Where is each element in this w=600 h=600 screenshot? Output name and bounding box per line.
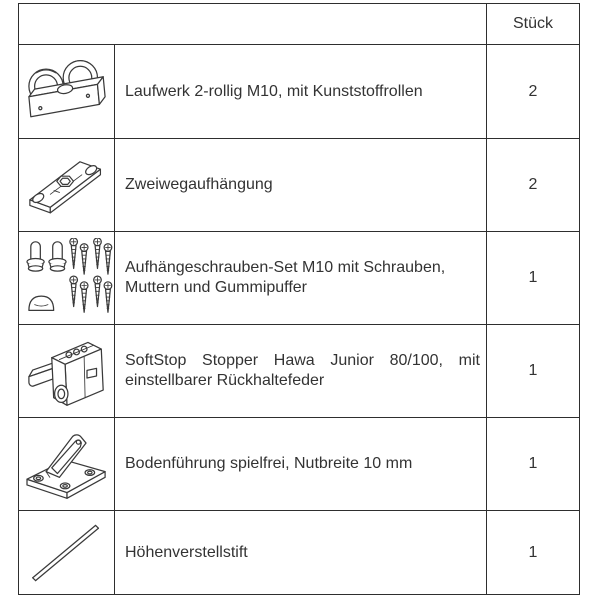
table-row-description-cell xyxy=(115,511,487,594)
table-row-qty-cell xyxy=(487,45,579,139)
table-row-icon-cell xyxy=(19,45,115,139)
part-quantity: 1 xyxy=(528,543,538,561)
table-row-description-cell xyxy=(115,325,487,418)
part-description: SoftStop Stopper Hawa Junior 80/100, mit einstellbarer Rückhaltefeder xyxy=(125,352,480,389)
table-row-icon-cell xyxy=(19,418,115,511)
table-row-qty-cell xyxy=(487,511,579,594)
table-row-description-cell xyxy=(115,45,487,139)
table-row-icon-cell xyxy=(19,139,115,232)
header-qty-cell xyxy=(487,4,579,45)
screw-set-icon xyxy=(21,238,113,318)
table-row-qty-cell xyxy=(487,232,579,325)
header-parts-cell xyxy=(19,4,487,45)
height-adjustment-pin-icon xyxy=(21,513,113,593)
part-quantity: 1 xyxy=(528,362,538,379)
part-description: Laufwerk 2-rollig M10, mit Kunststoffrollen xyxy=(125,82,423,100)
parts-list-table xyxy=(18,3,580,595)
table-row-icon-cell xyxy=(19,511,115,594)
table-row-icon-cell xyxy=(19,232,115,325)
table-row-qty-cell xyxy=(487,139,579,232)
part-description: Zweiwegaufhängung xyxy=(125,176,273,193)
two-way-suspension-icon xyxy=(21,146,113,224)
roller-trolley-icon xyxy=(21,52,113,132)
part-description: Aufhängeschrauben-Set M10 mit Schrauben, Muttern und Gummipuffer xyxy=(125,259,446,296)
part-quantity: 1 xyxy=(528,455,538,472)
table-row-description-cell xyxy=(115,418,487,511)
part-description: Höhenverstellstift xyxy=(125,543,248,561)
table-row-qty-cell xyxy=(487,325,579,418)
part-quantity: 2 xyxy=(528,82,538,100)
part-description: Bodenführung spielfrei, Nutbreite 10 mm xyxy=(125,455,413,472)
part-quantity: 1 xyxy=(528,269,538,286)
qty-column-header: Stück xyxy=(512,15,553,32)
softstop-stopper-icon xyxy=(21,331,113,411)
table-row-qty-cell xyxy=(487,418,579,511)
part-quantity: 2 xyxy=(528,176,538,193)
floor-guide-icon xyxy=(21,424,113,504)
table-row-description-cell xyxy=(115,232,487,325)
table-row-icon-cell xyxy=(19,325,115,418)
table-row-description-cell xyxy=(115,139,487,232)
